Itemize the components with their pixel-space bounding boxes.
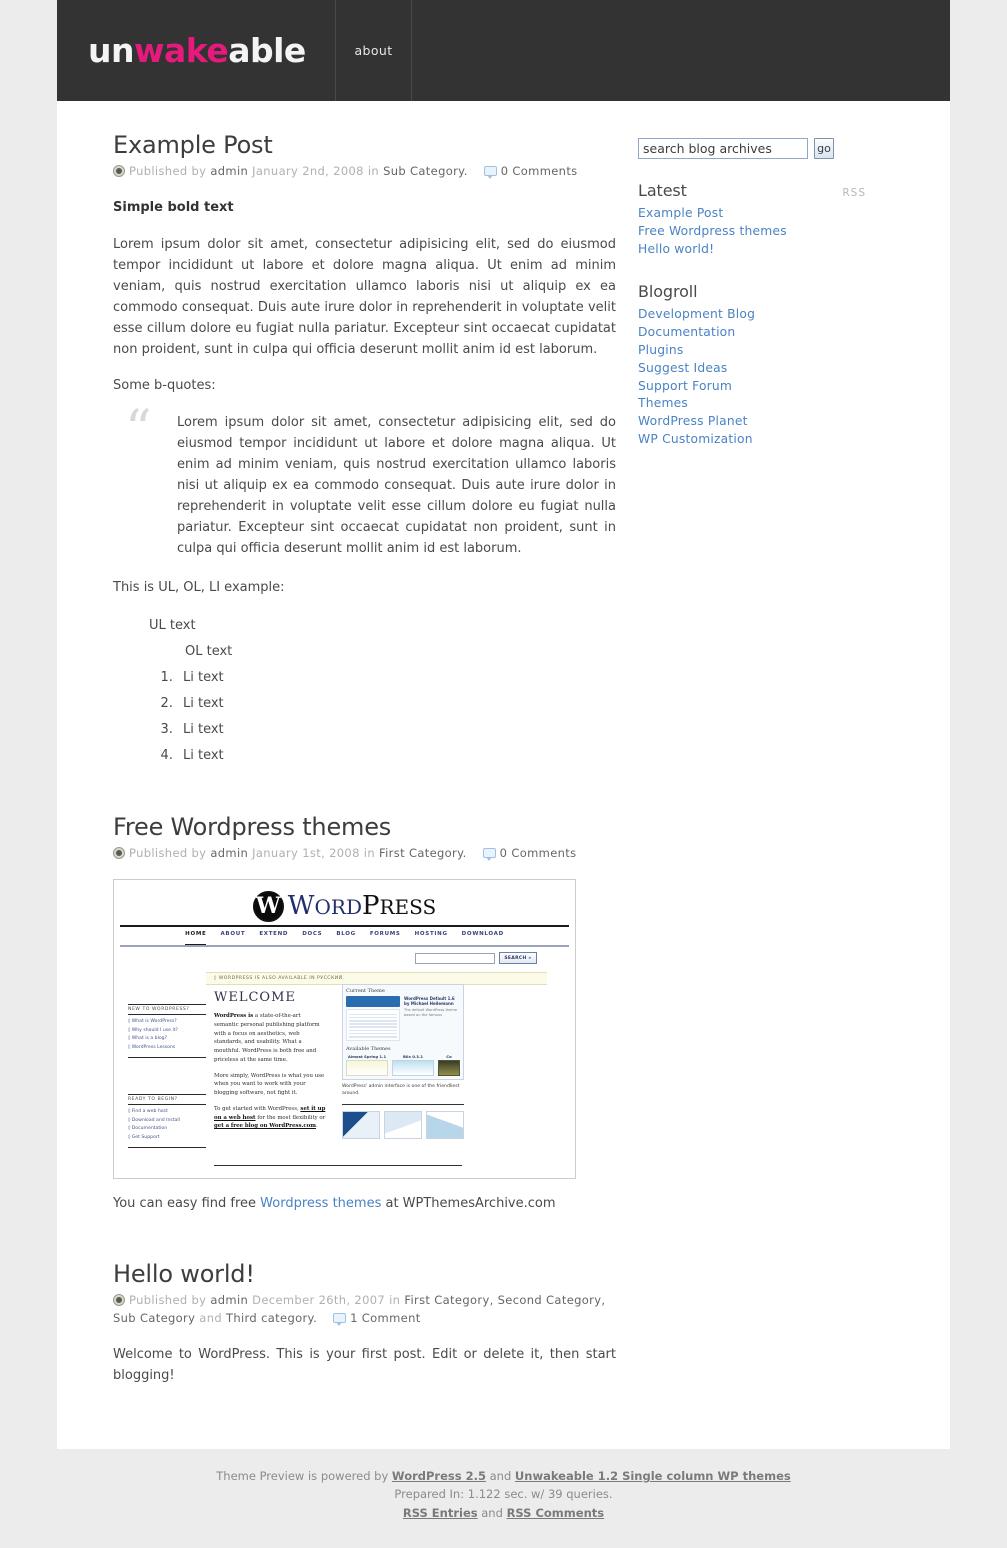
post-meta [113, 845, 616, 863]
wp-nav-download[interactable]: DOWNLOAD [461, 931, 504, 937]
wordmark-d: RESS [379, 895, 437, 919]
wp-body-3-pre: To get started with WordPress, [214, 1105, 301, 1112]
meta-categories[interactable]: First Category, Second Category, Sub Category [113, 1293, 606, 1326]
admin-caption: WordPress' admin interface is one of the friendliest around. [342, 1083, 460, 1096]
wp-search-row [415, 952, 537, 964]
meta-date: January 2nd, 2008 [252, 164, 364, 179]
blogroll-link-plugins[interactable]: Plugins [638, 342, 684, 357]
footer-line-1-mid: and [485, 1469, 515, 1484]
list-item [638, 223, 866, 241]
footer-line-3-mid: and [477, 1505, 507, 1520]
meta-categories[interactable]: Sub Category. [383, 164, 468, 179]
meta-and: and [199, 1311, 222, 1326]
post-paragraph: Welcome to WordPress. This is your first post. Edit or delete it, then start blogging! [113, 1346, 616, 1384]
header-rule [120, 925, 569, 927]
ul-item: UL text [149, 617, 196, 633]
clock-icon [113, 165, 125, 177]
admin-theme-3: Co [446, 1053, 452, 1059]
footer-link-rss-entries[interactable]: RSS Entries [402, 1505, 478, 1520]
bold-lead-text: Simple bold text [113, 200, 234, 216]
wp-nav-docs[interactable]: DOCS [302, 931, 323, 937]
logo-text [88, 31, 306, 70]
divider [128, 1147, 206, 1148]
logo-part-2: able [228, 31, 306, 70]
post-title[interactable]: Hello world! [113, 1260, 255, 1289]
wp-body-3-mid: for the most flexibility or [255, 1114, 326, 1121]
list-item [638, 378, 866, 396]
blogroll-link-suggest-ideas[interactable]: Suggest Ideas [638, 360, 728, 375]
nav-link-about[interactable]: about [354, 43, 393, 58]
logo-accent: wake [134, 31, 229, 70]
admin-theme-1: Almost Spring 1.1 [347, 1053, 387, 1059]
wp-admin-panel [342, 984, 464, 1139]
admin-theme-name: WordPress Default 1.6 by Michael Heilemann [404, 996, 455, 1006]
wp-left-column [128, 1002, 206, 1060]
list-item [638, 306, 866, 324]
wp-body-1-bold: WordPress is [214, 1013, 254, 1019]
latest-link-example-post[interactable]: Example Post [638, 206, 724, 220]
sidebar [638, 131, 866, 473]
search-input[interactable] [638, 138, 808, 159]
wp-link-free-blog[interactable]: get a free blog on WordPress.com [214, 1123, 316, 1130]
wp-nav-forums[interactable]: FORUMS [369, 931, 401, 937]
wp-link-set-it-up[interactable]: set it up on a web host [214, 1105, 326, 1121]
admin-theme-thumb [346, 996, 400, 1007]
meta-date: December 26th, 2007 [252, 1293, 386, 1308]
wp-link-documentation[interactable]: ◊ Documentation [128, 1126, 168, 1132]
meta-categories[interactable]: First Category. [378, 846, 467, 861]
post-hello-world [113, 1260, 616, 1386]
blogroll-heading: Blogroll [638, 282, 698, 302]
latest-heading: Latest [638, 181, 687, 200]
wp-link-lessons[interactable]: ◊ WordPress Lessons [128, 1045, 176, 1051]
list-intro: This is UL, OL, LI example: [113, 579, 285, 595]
latest-link-free-wordpress-themes[interactable]: Free Wordpress themes [638, 223, 787, 238]
caption-post: at WPThemesArchive.com [381, 1196, 556, 1211]
list-example [113, 613, 616, 769]
nav-item-about[interactable] [336, 0, 412, 101]
wp-search-input[interactable] [415, 953, 495, 964]
wp-nav [114, 931, 575, 945]
page-container [57, 0, 950, 1449]
admin-available-themes-label: Available Themes [346, 1045, 391, 1052]
wp-link-download[interactable]: ◊ Download and Install [128, 1117, 180, 1123]
latest-list [638, 205, 866, 258]
list-item [638, 241, 866, 259]
meta-in: in [367, 164, 380, 179]
meta-author[interactable]: admin [210, 846, 249, 861]
post-paragraph: Lorem ipsum dolor sit amet, consectetur adipisicing elit, sed do eiusmod tempor incididunt ut labore et dolore magna aliqua. Ut enim ad minim veniam, quis nostrud exercitation ullamco laboris nisi ut aliquip ex ea commodo consequat. Duis aute irure dolor in reprehenderit in voluptate velit esse cillum dolore eu fugiat nulla pariatur. Excepteur sint occaecat cupidatat non proident, sunt in culpa qui officia deserunt mollit anim id est laborum. [113, 237, 616, 358]
divider [128, 1014, 206, 1015]
list-item [638, 431, 866, 449]
list-item: 2. Li text [177, 691, 616, 717]
blockquote-text: “ Lorem ipsum dolor sit amet, consectetur adipisicing elit, sed do eiusmod tempor incididunt ut labore et dolore magna aliqua. Ut enim ad minim veniam, quis nostrud exercitation ullamco laboris nisi ut aliquip ex ea commodo consequat. Duis aute irure dolor in reprehenderit in voluptate velit esse cillum dolore eu fugiat nulla pariatur. Excepteur sint occaecat cupidatat non proident, sunt in culpa qui officia deserunt mollit anim id est laborum. [177, 414, 616, 556]
list-item: 3. Li text [177, 717, 616, 743]
wp-link-what-is-wordpress[interactable]: ◊ What is WordPress? [128, 1019, 177, 1024]
wp-body-3 [214, 1105, 326, 1131]
blogroll-link-documentation[interactable]: Documentation [638, 325, 736, 340]
meta-in: in [363, 846, 375, 861]
site-logo[interactable] [57, 0, 336, 101]
clock-icon [113, 1294, 125, 1306]
meta-comments[interactable]: 0 Comments [499, 846, 577, 861]
admin-theme-2: Blix 0.3.1 [402, 1053, 424, 1059]
footer-link-wordpress[interactable]: WordPress 2.5 [391, 1469, 486, 1484]
divider [128, 1004, 206, 1005]
wp-body-1-rest: a state-of-the-art semantic personal publishing platform with a focus on aesthetics, web standards, and usability. What a mouthful. WordPress is both free and priceless at the same time. [214, 1013, 320, 1063]
logo-part-1: un [88, 31, 134, 70]
quote-intro: Some b-quotes: [113, 378, 216, 394]
list-item [638, 395, 866, 413]
clock-icon [113, 847, 125, 859]
wp-middle-column [214, 1012, 326, 1131]
blogroll-link-wordpress-planet[interactable]: WordPress Planet [638, 414, 748, 429]
wordpress-w-icon: W [253, 891, 284, 922]
wp-link-support[interactable]: ◊ Get Support [128, 1135, 160, 1141]
divider [128, 1057, 206, 1058]
latest-link-hello-world[interactable]: Hello world! [638, 241, 715, 256]
meta-comments[interactable]: 1 Comment [350, 1311, 421, 1326]
post-free-wordpress-themes [113, 813, 616, 1214]
wp-welcome-text: WELCOME [214, 990, 296, 1005]
blogroll-link-development-blog[interactable]: Development Blog [638, 307, 756, 322]
wp-nav-extend[interactable]: EXTEND [259, 931, 289, 937]
wp-welcome-heading [214, 990, 326, 1005]
meta-date: January 1st, 2008 [252, 846, 360, 861]
wp-nav-blog[interactable]: BLOG [336, 931, 356, 937]
caption-pre: You can easy find free [113, 1196, 261, 1211]
wp-link-what-is-blog[interactable]: ◊ What is a blog? [128, 1036, 168, 1042]
list-item [638, 413, 866, 431]
book-thumb-3[interactable] [426, 1111, 464, 1139]
meta-published-by: Published by [129, 846, 207, 861]
footer-link-rss-comments[interactable]: RSS Comments [506, 1505, 605, 1520]
bottom-divider [214, 1165, 462, 1166]
post-meta [113, 1292, 616, 1328]
blogroll-link-support-forum[interactable]: Support Forum [638, 378, 733, 393]
footer-line-1-pre: Theme Preview is powered by [216, 1469, 392, 1484]
ol-item: OL text [185, 643, 233, 659]
meta-categories-2[interactable]: Third category. [226, 1311, 318, 1326]
post-example-post [113, 131, 616, 769]
wp-link-why-use-it[interactable]: ◊ Why should I use it? [128, 1027, 178, 1033]
blockquote [113, 412, 616, 559]
comment-bubble-icon [484, 166, 497, 176]
meta-in: in [389, 1293, 401, 1308]
comment-bubble-icon [483, 848, 496, 858]
wp-link-find-host[interactable]: ◊ Find a web host [128, 1109, 168, 1114]
footer-line-2: Prepared In: 1.122 sec. w/ 39 queries. [394, 1487, 613, 1502]
footer-line-1 [0, 1467, 1007, 1485]
wp-language-banner[interactable]: ◊ WORDPRESS IS ALSO AVAILABLE IN РУССКИЙ. [206, 972, 547, 985]
admin-screenshot [342, 984, 464, 1080]
site-footer [0, 1449, 1007, 1548]
wp-logo-row [114, 888, 575, 924]
image-caption [113, 1193, 616, 1214]
post-title[interactable]: Free Wordpress themes [113, 812, 392, 841]
caption-link-wordpress-themes[interactable]: Wordpress themes [260, 1196, 382, 1211]
search-go-button[interactable]: go [814, 138, 834, 159]
footer-line-3 [0, 1504, 1007, 1522]
meta-published-by: Published by [129, 164, 207, 179]
list-item [638, 342, 866, 360]
divider [128, 1104, 206, 1105]
wp-body-3-post: . [315, 1123, 318, 1130]
wp-left-column-2 [128, 1092, 206, 1150]
wordmark-a: W [287, 891, 315, 921]
meta-author[interactable]: admin [210, 164, 249, 179]
latest-header [638, 181, 866, 200]
wordpress-org-screenshot[interactable] [113, 879, 576, 1179]
blogroll-header [638, 282, 866, 301]
list-item: 4. Li text [177, 743, 616, 769]
post-title[interactable]: Example Post [113, 131, 273, 159]
wp-nav-hosting[interactable]: HOSTING [414, 931, 448, 937]
site-header [57, 0, 950, 101]
blogroll-link-wp-customization[interactable]: WP Customization [638, 431, 753, 446]
comment-bubble-icon [333, 1313, 346, 1323]
list-item: 1. Li text [177, 665, 616, 691]
wp-nav-home[interactable]: HOME [185, 931, 206, 945]
wp-body-2: More simply, WordPress is what you use when you want to work with your blogging software, not fight it. [214, 1072, 325, 1096]
main-content [113, 131, 616, 1401]
wordpress-wordmark [288, 891, 436, 921]
wordmark-c: P [362, 891, 380, 921]
admin-theme-desc: The default WordPress theme based on the famous [404, 1008, 458, 1018]
body-wrapper [113, 101, 894, 1449]
meta-comments[interactable]: 0 Comments [500, 164, 578, 179]
admin-current-theme-label: Current Theme [346, 988, 385, 994]
post-body [113, 1344, 616, 1386]
screenshot-inner [114, 880, 575, 1178]
divider [128, 1094, 206, 1095]
list-item [638, 360, 866, 378]
post-meta [113, 163, 616, 181]
blogroll-link-themes[interactable]: Themes [638, 396, 689, 411]
divider [342, 1104, 464, 1105]
list-item [638, 205, 866, 223]
post-body [113, 197, 616, 769]
blogroll-list [638, 306, 866, 448]
book-thumb-1[interactable] [342, 1111, 380, 1139]
meta-author[interactable]: admin [210, 1293, 249, 1308]
wp-new-to-title: NEW TO WORDPRESS? [128, 1007, 190, 1012]
wp-nav-about[interactable]: ABOUT [220, 931, 246, 937]
rss-link[interactable]: RSS [842, 187, 866, 199]
wp-search-button[interactable]: SEARCH » [499, 952, 537, 964]
wordmark-b: ORD [314, 895, 362, 919]
wp-body-1 [214, 1012, 326, 1065]
footer-link-unwakeable-theme[interactable]: Unwakeable 1.2 Single column WP themes [514, 1469, 791, 1484]
numbered-list [153, 665, 616, 769]
nav-rule [120, 945, 569, 947]
header-filler [412, 0, 950, 101]
wp-ready-title: READY TO BEGIN? [128, 1097, 178, 1102]
list-item [638, 324, 866, 342]
search-form [638, 138, 866, 159]
book-thumb-2[interactable] [384, 1111, 422, 1139]
meta-published-by: Published by [129, 1293, 207, 1308]
